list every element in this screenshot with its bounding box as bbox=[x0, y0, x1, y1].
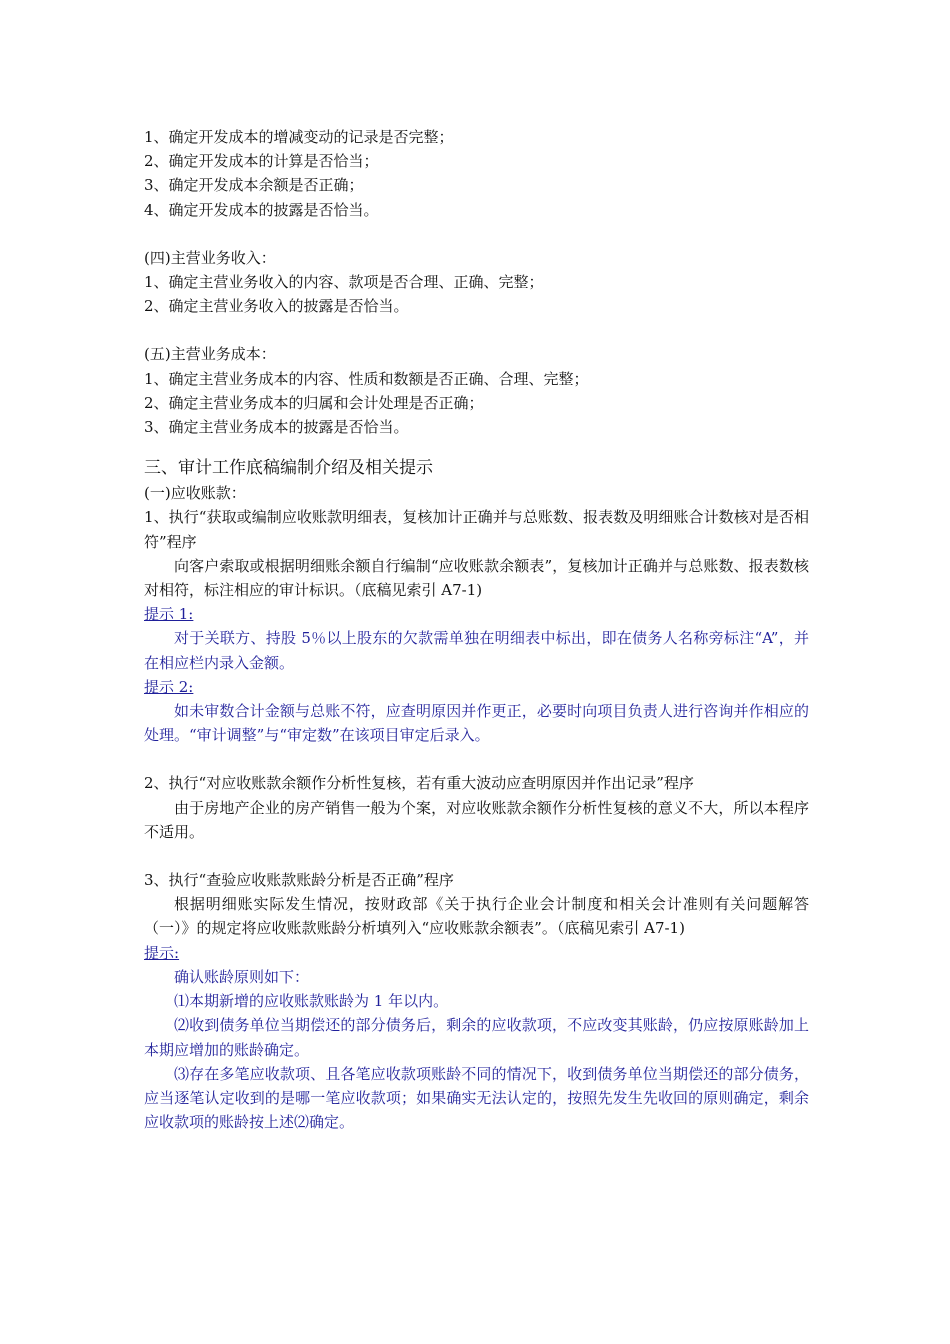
tip-label: 提示: bbox=[144, 943, 180, 962]
tip-label: 提示 1: bbox=[144, 605, 194, 624]
tip-list-item: ⑶存在多笔应收款项、且各笔应收款项账龄不同的情况下，收到债务单位当期偿还的部分债务，应当逐笔认定收到的是哪一笔应收款项；如果确实无法认定的，按照先发生先收回的原则确定，剩余应收款项的账龄按上述⑵确定。 bbox=[144, 1064, 809, 1132]
list-item: 2、确定主营业务成本的归属和会计处理是否正确； bbox=[144, 393, 484, 412]
tip-paragraph: 确认账龄原则如下： bbox=[174, 967, 310, 986]
section-heading: (四)主营业务收入： bbox=[144, 248, 276, 267]
procedure-step: 2、执行“对应收账款余额作分析性复核，若有重大波动应查明原因并作出记录”程序 bbox=[144, 774, 694, 793]
tip-paragraph: 如未审数合计金额与总账不符，应查明原因并作更正，必要时向项目负责人进行咨询并作相应的处理。“审计调整”与“审定数”在该项目审定后录入。 bbox=[144, 702, 809, 745]
spacer bbox=[144, 439, 809, 447]
section-heading: (一)应收账款： bbox=[144, 484, 246, 503]
chapter-title: 三、审计工作底稿编制介绍及相关提示 bbox=[144, 458, 433, 479]
list-item: 4、确定开发成本的披露是否恰当。 bbox=[144, 200, 379, 219]
section-heading: (五)主营业务成本： bbox=[144, 345, 276, 364]
spacer bbox=[144, 318, 809, 342]
list-item: 3、确定主营业务成本的披露是否恰当。 bbox=[144, 418, 409, 437]
list-item: 2、确定开发成本的计算是否恰当； bbox=[144, 152, 379, 171]
paragraph: 根据明细账实际发生情况，按财政部《关于执行企业会计制度和相关会计准则有关问题解答（一）》的规定将应收账款账龄分析填列入“应收账款余额表”。（底稿见索引 A7-1) bbox=[144, 895, 809, 938]
spacer bbox=[144, 222, 809, 246]
list-item: 3、确定开发成本余额是否正确； bbox=[144, 176, 364, 195]
document-body bbox=[144, 125, 809, 1134]
procedure-step: 3、执行“查验应收账款账龄分析是否正确”程序 bbox=[144, 871, 454, 890]
procedure-step: 1、执行“获取或编制应收账款明细表，复核加计正确并与总账数、报表数及明细账合计数核对是否相符”程序 bbox=[144, 508, 809, 551]
tip-label: 提示 2: bbox=[144, 677, 194, 696]
spacer bbox=[144, 747, 809, 771]
paragraph: 向客户索取或根据明细账余额自行编制“应收账款余额表”，复核加计正确并与总账数、报表数核对相符，标注相应的审计标识。（底稿见索引 A7-1) bbox=[144, 556, 809, 600]
list-item: 2、确定主营业务收入的披露是否恰当。 bbox=[144, 297, 409, 316]
list-item: 1、确定主营业务收入的内容、款项是否合理、正确、完整； bbox=[144, 273, 544, 292]
spacer bbox=[144, 447, 809, 455]
tip-list-item: ⑴本期新增的应收账款账龄为 1 年以内。 bbox=[174, 992, 449, 1011]
spacer bbox=[144, 844, 809, 868]
tip-list-item: ⑵收到债务单位当期偿还的部分债务后，剩余的应收款项，不应改变其账龄，仍应按原账龄加上本期应增加的账龄确定。 bbox=[144, 1016, 809, 1059]
tip-paragraph: 对于关联方、持股 5％以上股东的欠款需单独在明细表中标出，即在债务人名称旁标注“A”，并在相应栏内录入金额。 bbox=[144, 629, 809, 672]
list-item: 1、确定开发成本的增减变动的记录是否完整； bbox=[144, 128, 454, 146]
paragraph: 由于房地产企业的房产销售一般为个案，对应收账款余额作分析性复核的意义不大，所以本程序不适用。 bbox=[144, 798, 809, 841]
list-item: 1、确定主营业务成本的内容、性质和数额是否正确、合理、完整； bbox=[144, 369, 589, 388]
